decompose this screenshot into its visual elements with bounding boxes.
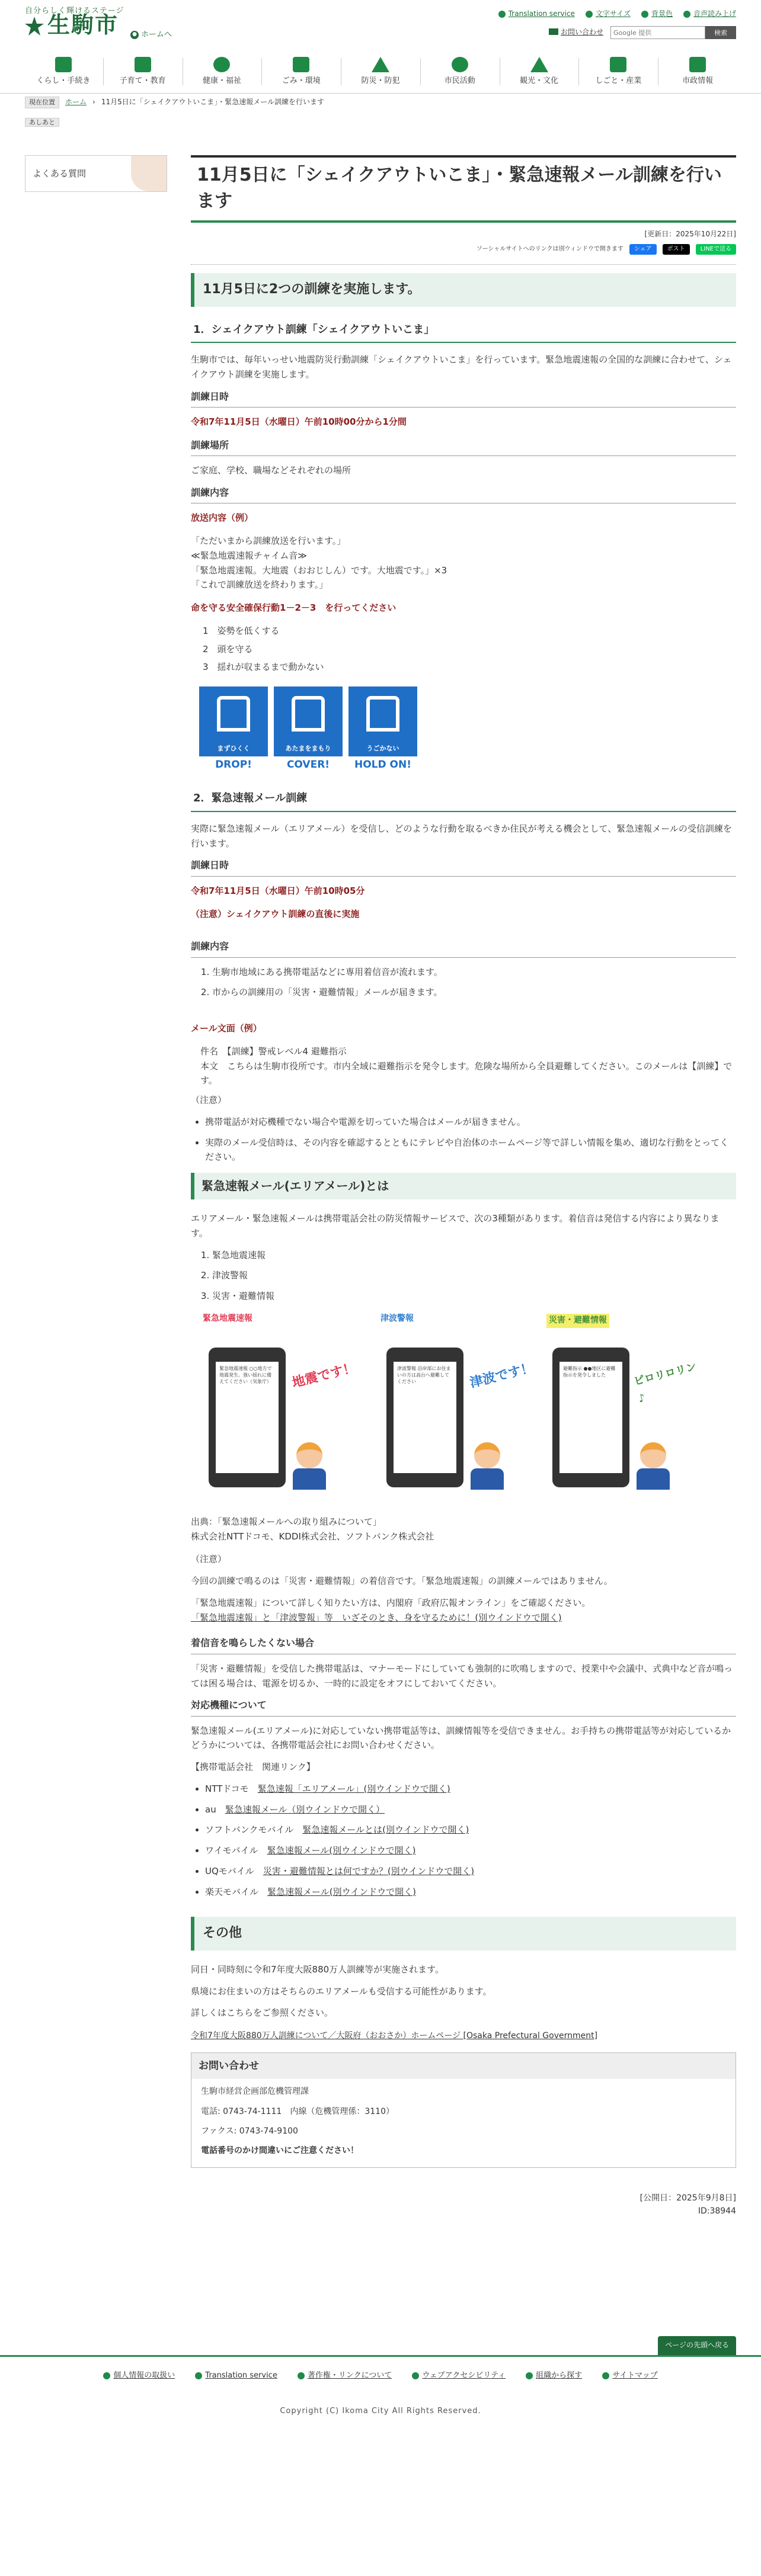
pictogram-caption: あたまをまもり <box>285 745 331 753</box>
pictogram-drop <box>199 686 268 774</box>
list-item: 2. 市からの訓練用の「災害・避難情報」メールが届きます。 <box>212 985 736 1000</box>
page-id: ID:38944 <box>698 2206 736 2216</box>
paragraph: 実際に緊急速報メール（エリアメール）を受信し、どのような行動を取るべきか住民が考える機会として、緊急速報メールの受信訓練を行います。 <box>191 823 732 849</box>
cabinet-office-note <box>191 1596 736 1625</box>
utility-links <box>498 8 736 20</box>
carrier-name: 楽天モバイル <box>205 1886 259 1897</box>
util-link-read-aloud[interactable] <box>683 8 736 20</box>
phone-screen-text: 緊急地震速報 ○○地方で地震発生。強い揺れに備えてください（気象庁） <box>216 1362 279 1473</box>
gnav-label: ごみ・環境 <box>282 76 321 85</box>
gnav-label: 健康・福祉 <box>202 76 241 85</box>
gnav-item-tourism[interactable] <box>500 52 579 93</box>
pictogram-caption: まずひくく <box>217 745 250 753</box>
gnav-item-disaster[interactable] <box>341 52 420 93</box>
gnav-label: 市政情報 <box>682 76 714 85</box>
subsection-heading: 2．緊急速報メール訓練 <box>191 787 736 812</box>
illustration-label: 災害・避難情報 <box>546 1314 609 1328</box>
note-label: （注意） <box>191 1095 227 1106</box>
util-link-label: 音声読み上げ <box>693 9 736 18</box>
page-meta <box>191 2192 736 2218</box>
bullet-icon <box>103 2372 110 2379</box>
search-box <box>610 26 736 39</box>
search-button[interactable]: 検索 <box>705 26 736 39</box>
source-line: 出典：「緊急速報メールへの取り組みについて」 <box>191 1516 382 1527</box>
numbered-list <box>212 1248 736 1304</box>
minor-heading: 対応機種について <box>191 1698 736 1716</box>
highlight-text: メール文面（例） <box>191 1023 262 1034</box>
carrier-link[interactable]: 緊急速報メール(別ウインドウで開く) <box>267 1886 416 1897</box>
util-link-label: 文字サイズ <box>595 9 631 18</box>
action-list <box>203 624 736 675</box>
highlight-text: （注意）シェイクアウト訓練の直後に実施 <box>191 908 360 919</box>
breadcrumb-tag: 現在位置 <box>25 97 59 108</box>
footer-link-copyright[interactable] <box>298 2369 392 2382</box>
book-icon <box>135 57 151 72</box>
minor-heading: 着信音を鳴らしたくない場合 <box>191 1635 736 1654</box>
carrier-name: ワイモバイル <box>205 1845 258 1856</box>
list-item <box>205 1843 736 1858</box>
mail-icon <box>549 28 558 35</box>
gnav-label: 防災・防犯 <box>361 76 400 85</box>
footer-link-label: 著作権・リンクについて <box>307 2371 392 2380</box>
pictogram-label: COVER! <box>286 759 330 771</box>
mail-example <box>191 1044 736 1088</box>
list-item: 3. 災害・避難情報 <box>212 1289 736 1304</box>
people-icon <box>452 57 468 72</box>
util-link-bg-color[interactable] <box>641 8 673 20</box>
inquiry-title: お問い合わせ <box>191 2053 736 2079</box>
list-item: 1. 生駒市地域にある携帯電話などに専用着信音が流れます。 <box>212 965 736 980</box>
footer-link-label: ウェブアクセシビリティ <box>422 2371 506 2380</box>
util-link-label: 背景色 <box>651 9 673 18</box>
carrier-link[interactable]: 緊急速報「エリアメール」(別ウインドウで開く) <box>257 1783 450 1794</box>
site-tagline: 自分らしく輝けるステージ <box>25 7 124 15</box>
cover-icon <box>274 686 343 756</box>
section-heading: 11月5日に2つの訓練を実施します。 <box>191 273 736 306</box>
illustration-tsunami <box>380 1312 535 1502</box>
inquiry-body <box>191 2079 736 2167</box>
bullet-icon <box>412 2372 419 2379</box>
page-title: 11月5日に「シェイクアウトいこま」・緊急速報メール訓練を行います <box>191 155 736 223</box>
footer-link-translation[interactable] <box>195 2369 277 2382</box>
social-bar <box>191 244 736 255</box>
gnav-label: 市民活動 <box>444 76 475 85</box>
highlight-text: 放送内容（例） <box>191 512 254 524</box>
carrier-link[interactable]: 緊急速報メール（別ウインドウで開く） <box>225 1804 385 1815</box>
mail-body: 本文 こちらは生駒市役所です。市内全域に避難指示を発令します。危険な場所から全員避難してください。このメールは【訓練】です。 <box>200 1060 733 1086</box>
line-share-button[interactable]: LINEで送る <box>696 244 736 255</box>
list-item <box>205 1782 736 1797</box>
broadcast-line: 「緊急地震速報。大地震（おおじしん）です。大地震です。」×3 <box>191 564 447 576</box>
footer-link-label: Translation service <box>205 2371 277 2380</box>
main-content <box>191 155 736 2218</box>
inquiry-fax: ファクス: 0743-74-9100 <box>201 2126 298 2136</box>
site-logo[interactable]: 生駒市 <box>47 12 119 38</box>
list-item: • 携帯電話が対応機種でない場合や電源を切っていた場合はメールが届きません。 <box>205 1115 736 1130</box>
list-item <box>205 1802 736 1817</box>
global-nav <box>0 52 761 94</box>
inquiry-box <box>191 2052 736 2167</box>
site-header <box>0 0 761 52</box>
mountain-icon <box>530 57 548 72</box>
pictogram-label: DROP! <box>215 759 252 771</box>
back-to-top-button[interactable]: ページの先頭へ戻る <box>658 2336 736 2355</box>
pictogram-label: HOLD ON! <box>354 759 411 771</box>
inquiry-link[interactable] <box>549 27 603 39</box>
search-input[interactable] <box>610 26 705 39</box>
footer-links <box>0 2369 761 2382</box>
facebook-share-button[interactable]: シェア <box>629 244 657 255</box>
footer-link-sitemap[interactable] <box>602 2369 658 2382</box>
faq-label: よくある質問 <box>33 168 87 179</box>
minor-heading: 訓練日時 <box>191 389 736 408</box>
gnav-item-work[interactable] <box>578 52 658 93</box>
paragraph: 緊急速報メール(エリアメール)に対応していない携帯電話等は、訓練情報等を受信できません。お手持ちの携帯電話等が対応しているかどうかについては、各携帯電話会社にお問い合わせください。 <box>191 1725 731 1751</box>
list-item <box>205 1823 736 1837</box>
drop-icon <box>199 686 268 756</box>
minor-heading: 訓練日時 <box>191 858 736 876</box>
paragraph: ご家庭、学校、職場などそれぞれの場所 <box>191 465 351 476</box>
source-line: 株式会社NTTドコモ、KDDI株式会社、ソフトバンク株式会社 <box>191 1531 434 1542</box>
gnav-item-environment[interactable] <box>261 52 341 93</box>
briefcase-icon <box>610 57 626 72</box>
gnav-item-health[interactable] <box>183 52 262 93</box>
bullet-icon <box>641 11 648 18</box>
footprint-button[interactable]: あしあと <box>25 118 59 127</box>
copyright: Copyright (C) Ikoma City All Rights Reserved. <box>280 2407 481 2415</box>
paragraph: 詳しくはこちらをご参照ください。 <box>191 2007 334 2019</box>
mail-subject: 件名 【訓練】警戒レベル4 避難指示 <box>200 1045 347 1057</box>
bullet-icon <box>526 2372 533 2379</box>
published-date: [公開日：2025年9月8日] <box>640 2193 736 2203</box>
inquiry-link-label: お問い合わせ <box>560 28 603 37</box>
inquiry-tel: 電話: 0743-74-1111 内線（危機管理係：3110） <box>201 2106 394 2116</box>
external-link-osaka[interactable]: 令和7年度大阪880万人訓練について／大阪府（おおさか）ホームページ [Osaka Prefectural Government] <box>191 2031 598 2041</box>
figure-shape <box>292 696 325 732</box>
heart-icon <box>213 57 230 72</box>
home-link[interactable] <box>130 28 172 41</box>
area-mail-illustration <box>191 1312 736 1502</box>
gnav-label: しごと・産業 <box>595 76 642 85</box>
list-item: 3 揺れが収まるまで動かない <box>203 662 324 673</box>
figure-shape <box>217 696 250 732</box>
highlight-text: 令和7年11月5日（水曜日）午前10時05分 <box>191 885 365 896</box>
illustration-label: 緊急地震速報 <box>203 1313 252 1323</box>
footprint-bar <box>0 111 761 129</box>
list-item: • 実際のメール受信時は、その内容を確認するとともにテレビや自治体のホームページ等で詳しい情報を集め、適切な行動をとってください。 <box>205 1135 736 1165</box>
breadcrumb <box>0 94 761 111</box>
phone-screen-text: 津波警報 沿岸部にお住まいの方は高台へ避難してください <box>394 1362 456 1473</box>
faq-link[interactable] <box>25 155 167 192</box>
person-illustration-icon <box>131 156 167 191</box>
paragraph: 県境にお住まいの方はそちらのエリアメールも受信する可能性があります。 <box>191 1985 492 1997</box>
bullet-list <box>205 1115 736 1165</box>
bullet-icon <box>586 11 593 18</box>
bullet-icon <box>298 2372 305 2379</box>
carrier-name: NTTドコモ <box>205 1783 249 1794</box>
document-icon <box>689 57 706 72</box>
figure-shape <box>366 696 399 732</box>
inquiry-warning: 電話番号のかけ間違いにご注意ください！ <box>201 2145 359 2155</box>
bullet-icon <box>498 11 506 18</box>
footer-link-label: 個人情報の取扱い <box>113 2371 175 2380</box>
updated-date: [更新日：2025年10月22日] <box>644 230 736 238</box>
phone-icon <box>552 1348 629 1487</box>
note-label: （注意） <box>191 1554 227 1565</box>
home-link-label: ホームへ <box>141 30 172 39</box>
breadcrumb-current: 11月5日に「シェイクアウトいこま」・緊急速報メール訓練を行います <box>101 98 325 107</box>
bullet-icon <box>602 2372 609 2379</box>
pictogram-caption: うごかない <box>366 745 399 753</box>
trash-icon <box>293 57 309 72</box>
illustration-evacuation <box>546 1312 701 1502</box>
gnav-item-city-info[interactable] <box>658 52 737 93</box>
broadcast-line: ≪緊急地震速報チャイム音≫ <box>191 550 307 561</box>
util-link-font-size[interactable] <box>586 8 631 20</box>
paragraph: 「災害・避難情報」を受信した携帯電話は、マナーモードにしていても強制的に吹鳴しますので、授業中や会議中、式典中など音が鳴っては困る場合は、電源を切るか、一時的に設定をオフにしておいてください。 <box>191 1663 733 1689</box>
carrier-name: ソフトバンクモバイル <box>205 1824 294 1836</box>
broadcast-lines <box>191 534 736 592</box>
breadcrumb-home[interactable]: ホーム <box>65 98 87 107</box>
highlight-text: 令和7年11月5日（水曜日）午前10時00分から1分間 <box>191 416 407 428</box>
sidebar <box>25 155 167 192</box>
home-icon: ● <box>130 31 139 39</box>
highlight-text: 命を守る安全確保行動1－2－3 を行ってください <box>191 602 397 614</box>
list-item: 2. 津波警報 <box>212 1268 736 1283</box>
carrier-name: UQモバイル <box>205 1865 254 1876</box>
list-item <box>205 1864 736 1879</box>
social-note: ソーシャルサイトへのリンクは別ウィンドウで開きます <box>476 245 623 252</box>
header-tools <box>549 26 736 39</box>
numbered-list <box>212 965 736 1000</box>
child-icon <box>292 1442 327 1490</box>
alert-shout: 地震です！ <box>290 1361 358 1391</box>
carrier-list <box>205 1782 736 1900</box>
illustration-earthquake <box>203 1312 357 1502</box>
minor-heading: 訓練内容 <box>191 939 736 957</box>
list-item: 1 姿勢を低くする <box>203 625 280 636</box>
gnav-item-civic[interactable] <box>420 52 500 93</box>
alert-shout: 津波です！ <box>468 1361 536 1391</box>
carrier-link[interactable]: 緊急速報メール(別ウインドウで開く) <box>267 1845 416 1856</box>
footer-link-privacy[interactable] <box>103 2369 175 2382</box>
carrier-name: au <box>205 1804 216 1815</box>
footer-link-label: サイトマップ <box>612 2371 658 2380</box>
minor-heading: 訓練内容 <box>191 485 736 503</box>
x-post-button[interactable]: ポスト <box>663 244 690 255</box>
list-item: 2 頭を守る <box>203 643 253 655</box>
list-item <box>205 1885 736 1900</box>
inquiry-dept: 生駒市経営企画部危機管理課 <box>201 2087 309 2097</box>
paragraph: エリアメール・緊急速報メールは携帯電話会社の防災情報サービスで、次の3種類があります。着信音は発信する内容により異なります。 <box>191 1213 720 1239</box>
broadcast-line: 「これで訓練放送を終わります。」 <box>191 579 328 591</box>
bullet-icon <box>195 2372 202 2379</box>
warning-icon <box>372 57 389 72</box>
child-icon <box>469 1442 505 1490</box>
phone-icon <box>386 1348 463 1487</box>
util-link-translation[interactable] <box>498 8 575 20</box>
carrier-link[interactable]: 災害・避難情報とは何ですか？(別ウインドウで開く) <box>263 1865 475 1876</box>
paragraph: 今回の訓練で鳴るのは「災害・避難情報」の着信音です。「緊急地震速報」の訓練メールではありません。 <box>191 1576 613 1587</box>
external-link-gov-online[interactable]: 「緊急地震速報」と「津波警報」等 いざそのとき、身を守るために！(別ウインドウで開く) <box>191 1612 562 1623</box>
section-heading: その他 <box>191 1917 736 1950</box>
gnav-label: くらし・手続き <box>36 76 91 85</box>
hold-on-icon <box>348 686 417 756</box>
breadcrumb-separator: › <box>92 98 95 107</box>
footer-link-label: 組織から探す <box>536 2371 583 2380</box>
util-link-label: Translation service <box>508 9 575 18</box>
logo-mark-icon <box>24 15 45 37</box>
house-icon <box>55 57 72 72</box>
phone-screen-text: 避難指示 ●●地区に避難指示を発令しました <box>559 1362 622 1473</box>
footer-divider <box>0 2355 761 2357</box>
gnav-item-childcare[interactable] <box>103 52 183 93</box>
carrier-link[interactable]: 緊急速報メールとは(別ウインドウで開く) <box>302 1824 469 1836</box>
phone-icon <box>209 1348 286 1487</box>
section-heading: 緊急速報メール(エリアメール)とは <box>191 1173 736 1199</box>
broadcast-line: 「ただいまから訓練放送を行います。」 <box>191 535 346 547</box>
carrier-label: 【携帯電話会社 関連リンク】 <box>191 1762 315 1773</box>
divider <box>191 264 736 265</box>
alert-shout: ピロリロリン♪ <box>632 1360 698 1406</box>
source-credit <box>191 1515 736 1544</box>
gnav-label: 子育て・教育 <box>119 76 166 85</box>
gnav-label: 観光・文化 <box>520 76 559 85</box>
footer-link-organization[interactable] <box>526 2369 582 2382</box>
paragraph: 生駒市では、毎年いっせい地震防災行動訓練「シェイクアウトいこま」を行っています。緊急地震速報の全国的な訓練に合わせて、シェイクアウト訓練を実施します。 <box>191 354 732 380</box>
bullet-icon <box>683 11 690 18</box>
illustration-label: 津波警報 <box>380 1313 414 1323</box>
paragraph: 同日・同時刻に令和7年度大阪880万人訓練等が実施されます。 <box>191 1964 444 1975</box>
subsection-heading: 1．シェイクアウト訓練「シェイクアウトいこま」 <box>191 319 736 344</box>
shakeout-pictograms <box>199 686 736 774</box>
list-item: 1. 緊急地震速報 <box>212 1248 736 1263</box>
paragraph-line: 「緊急地震速報」について詳しく知りたい方は、内閣府「政府広報オンライン」をご確認ください。 <box>191 1597 591 1608</box>
minor-heading: 訓練場所 <box>191 438 736 456</box>
pictogram-hold-on <box>348 686 417 774</box>
pictogram-cover <box>274 686 343 774</box>
gnav-item-living[interactable] <box>24 52 103 93</box>
footer-link-accessibility[interactable] <box>412 2369 506 2382</box>
child-icon <box>635 1442 671 1490</box>
